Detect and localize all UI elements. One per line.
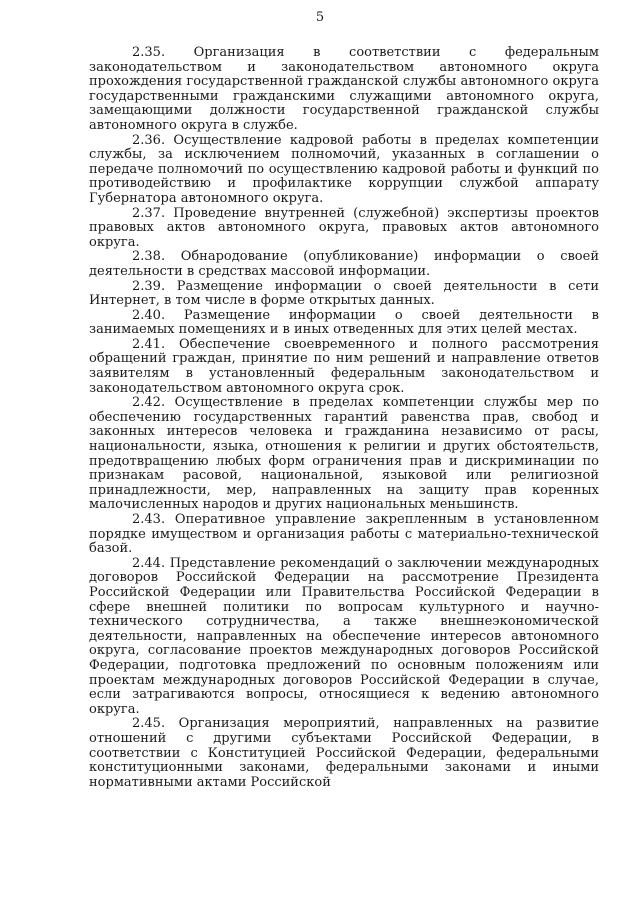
page-number: 5 <box>315 10 325 25</box>
paragraph-2-42: 2.42. Осуществление в пределах компетенции службы мер по обеспечению государственных гарантий равенства прав, свобод и законных интересов человека и гражданина независимо от расы, национальности, языка, отношения к религии и других обстоятельств, предотвращению любых форм ограничения прав и дискриминации по признакам расовой, национальной, языковой или религиозной принадлежности, мер, направленных на защиту прав коренных малочисленных народов и других национальных меньшинств. <box>89 395 599 513</box>
paragraph-2-45: 2.45. Организация мероприятий, направленных на развитие отношений с другими субъектами Российской Федерации, в соответствии с Конституцией Российской Федерации, федеральными конституционными законами, федеральными законами и иными нормативными актами Российской <box>89 716 599 790</box>
paragraph-2-43: 2.43. Оперативное управление закрепленным в установленном порядке имуществом и организация работы с материально-технической базой. <box>89 512 599 557</box>
paragraph-2-44: 2.44. Представление рекомендаций о заключении международных договоров Российской Федерации на рассмотрение Президента Российской Федерации или Правительства Российской Федерации в сфере внешней политики по вопросам культурного и научно-технического сотрудничества, а также внешнеэкономической деятельности, направленных на обеспечение интересов автономного округа, согласование проектов международных договоров Российской Федерации, подготовка предложений по основным положениям или проектам международных договоров Российской Федерации в случае, если затрагиваются вопросы, относящиеся к ведению автономного округа. <box>89 555 599 717</box>
paragraph-2-39: 2.39. Размещение информации о своей деятельности в сети Интернет, в том числе в форме открытых данных. <box>89 278 599 309</box>
document-body <box>89 46 599 790</box>
paragraph-2-38: 2.38. Обнародование (опубликование) информации о своей деятельности в средствах массовой информации. <box>89 249 599 279</box>
paragraph-2-35: 2.35. Организация в соответствии с федеральным законодательством и законодательством автономного округа прохождения государственной гражданской службы автономного округа государственными гражданскими служащими автономного округа, замещающими должности государственной гражданской службы автономного округа в службе. <box>89 45 599 133</box>
paragraph-2-40: 2.40. Размещение информации о своей деятельности в занимаемых помещениях и в иных отведенных для этих целей местах. <box>89 307 599 338</box>
paragraph-2-37: 2.37. Проведение внутренней (служебной) экспертизы проектов правовых актов автономного округа, правовых актов автономного округа. <box>89 205 599 250</box>
paragraph-2-36: 2.36. Осуществление кадровой работы в пределах компетенции службы, за исключением полномочий, указанных в соглашении о передаче полномочий по осуществлению кадровой работы и функций по противодействию и профилактике коррупции службой аппарату Губернатора автономного округа. <box>89 132 599 206</box>
paragraph-2-41: 2.41. Обеспечение своевременного и полного рассмотрения обращений граждан, принятие по ним решений и направление ответов заявителям в установленный федеральным законодательством и законодательством автономного округа срок. <box>89 336 599 396</box>
